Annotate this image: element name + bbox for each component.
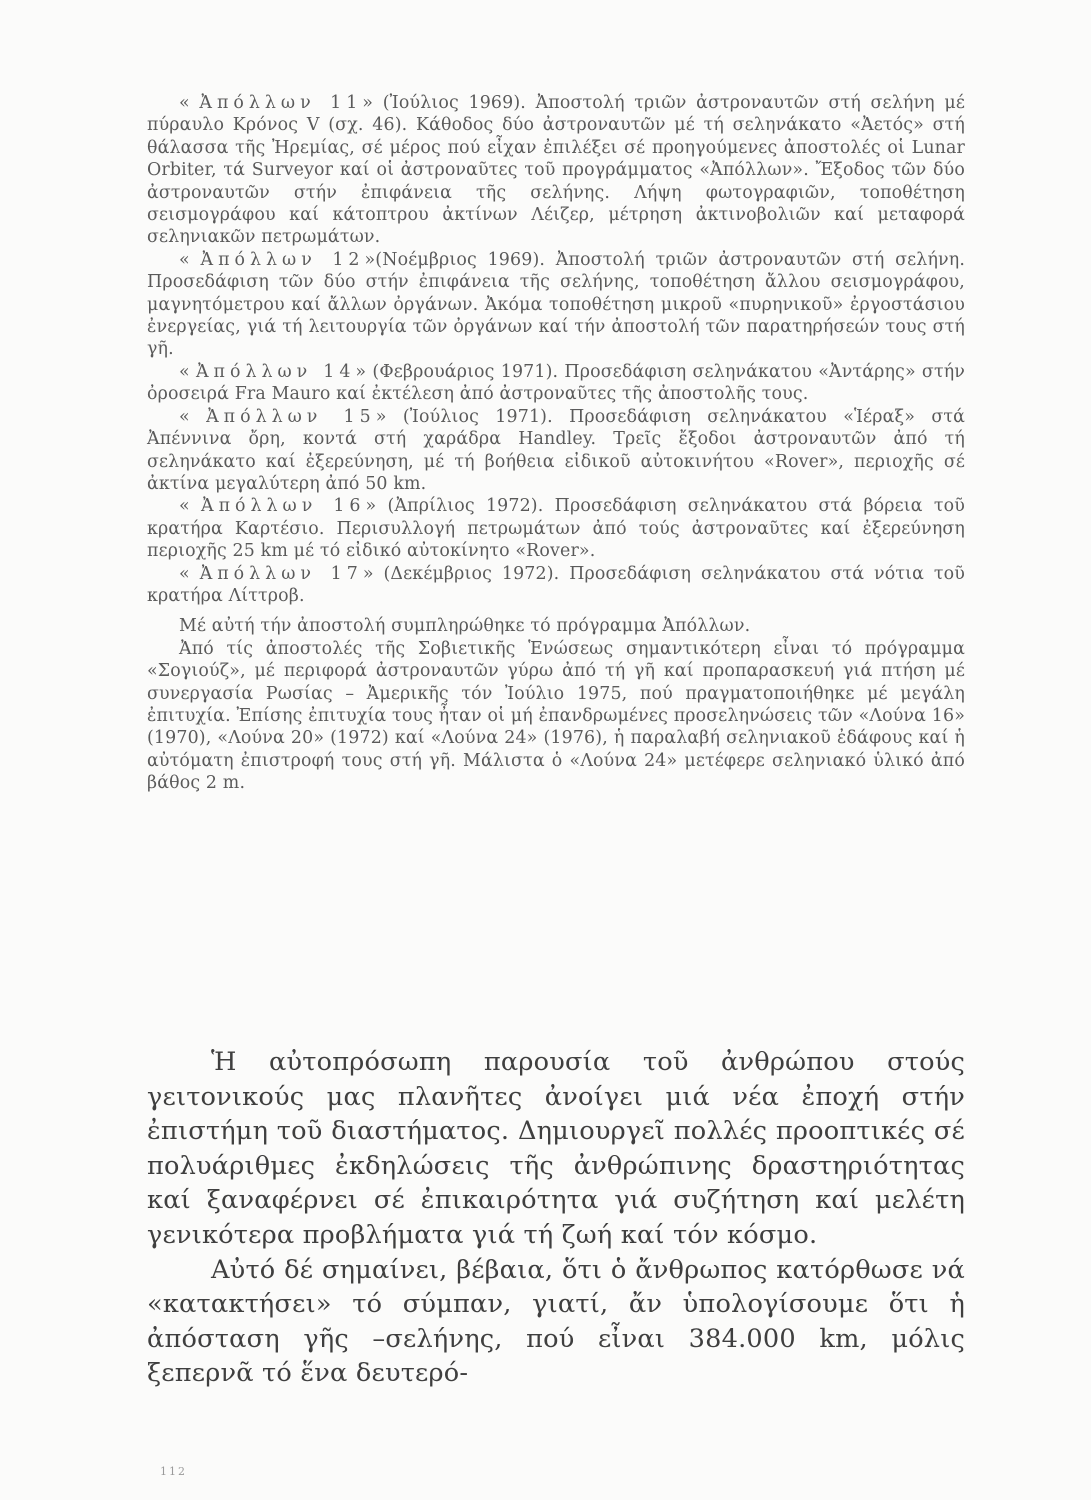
- quote-open: «: [179, 496, 202, 517]
- quote-close: »: [364, 249, 376, 270]
- mission-description: (Φεβρουάριος 1971). Προσεδάφιση σεληνάκατου «Ἀντάρης» στήν ὀροσειρά Fra Mauro καί ἐκτέλεση ἀπό ἀστροναῦτες τῆς ἀποστολῆς τους.: [147, 361, 965, 405]
- continuation-paragraph: Αὐτό δέ σημαίνει, βέβαια, ὅτι ὁ ἄνθρωπος κατόρθωσε νά «κατακτήσει» τό σύμπαν, γιατί, ἄν ὑπολογίσουμε ὅτι ἡ ἀπόσταση γῆς –σελήνης, πού εἶναι 384.000 km, μόλις ξεπερνᾶ τό ἕνα δευτερό-: [147, 1254, 965, 1389]
- conclusion-paragraph: Ἡ αὐτοπρόσωπη παρουσία τοῦ ἀνθρώπου στούς γειτονικούς μας πλανῆτες ἀνοίγει μιά νέα ἐποχή στήν ἐπιστήμη τοῦ διαστήματος. Δημιουργεῖ πολλές προοπτικές σέ πολυάριθμες ἐκδηλώσεις τῆς ἀνθρώπινης δραστηριότητας καί ξαναφέρνει σέ ἐπικαιρότητα γιά συζήτηση καί μελέτη γενικότερα προβλήματα γιά τή ζωή καί τόν κόσμο.: [147, 1047, 965, 1250]
- conclusion-section: [147, 1045, 965, 1391]
- mission-name: Ἀπόλλων 11: [199, 93, 363, 113]
- mission-name: Ἀπόλλων 12: [200, 249, 365, 270]
- quote-open: «: [179, 249, 201, 270]
- mission-description: (Δεκέμβριος 1972). Προσεδάφιση σεληνάκατου στά νότια τοῦ κρατήρα Λίττροβ.: [147, 563, 966, 606]
- mission-description: (Ἰούλιος 1969). Ἀποστολή τριῶν ἀστροναυτῶν στή σελήνη μέ πύραυλο Κρόνος V (σχ. 46). Κάθοδος δύο ἀστροναυτῶν μέ τή σεληνάκατο «Ἀετός» στή θάλασσα τῆς Ἠρεμίας, σέ μέρος πού εἶχαν ἐπιλέξει σέ προηγούμενες ἀποστολές οἱ Lunar Orbiter, τά Surveyor καί οἱ ἀστροναῦτες τοῦ προγράμματος «Ἀπόλλων». Ἔξοδος τῶν δύο ἀστροναυτῶν στήν ἐπιφάνεια τῆς σελήνης. Λήψη φωτογραφιῶν, τοποθέτηση σεισμογράφου καί κάτοπτρου ἀκτίνων Λέιζερ, μέτρηση ἀκτινοβολιῶν καί μεταφορά σεληνιακῶν πετρωμάτων.: [147, 93, 965, 248]
- completion-paragraph: Μέ αὐτή τήν ἀποστολή συμπληρώθηκε τό πρόγραμμα Ἀπόλλων.: [179, 616, 751, 637]
- mission-name: Ἀπόλλων 14: [195, 361, 356, 382]
- apollo-entry: [147, 406, 965, 496]
- apollo-entry: [147, 92, 965, 249]
- mission-name: Ἀπόλλων 16: [201, 496, 366, 517]
- soviet-missions-paragraph: Ἀπό τίς ἀποστολές τῆς Σοβιετικῆς Ἑνώσεως σημαντικότερη εἶναι τό πρόγραμμα «Σογιούζ», μέ περιφορά ἀστροναυτῶν γύρω ἀπό τή γῆ καί προπαρασκευή γιά πτήση μέ συνεργασία Ρωσίας – Ἀμερικῆς τόν Ἰούλιο 1975, πού πραγματοποιήθηκε μέ μεγάλη ἐπιτυχία. Ἐπίσης ἐπιτυχία τους ἦταν οἱ μή ἐπανδρωμένες προσεληνώσεις τῶν «Λούνα 16» (1970), «Λούνα 20» (1972) καί «Λούνα 24» (1976), ἡ παραλαβή σεληνιακοῦ ἐδάφους καί ἡ αὐτόματη ἐπιστροφή τους στή γῆ. Μάλιστα ὁ «Λούνα 24» μετέφερε σεληνιακό ὑλικό ἀπό βάθος 2 m.: [147, 638, 965, 794]
- apollo-entry: [147, 495, 965, 562]
- apollo-entry: [147, 249, 965, 361]
- quote-close: »: [362, 93, 374, 113]
- mission-name: Ἀπόλλων 15: [206, 406, 376, 427]
- apollo-entry: [147, 563, 965, 608]
- apollo-missions-section: [147, 92, 965, 795]
- page-number: 112: [160, 1465, 187, 1478]
- mission-description: (Ἰούλιος 1971). Προσεδάφιση σεληνάκατου «Ἱέραξ» στά Ἀπέννινα ὄρη, κοντά στή χαράδρα Handley. Τρεῖς ἔξοδοι ἀστροναυτῶν ἀπό τή σεληνάκατο καί ἐξερεύνηση, μέ τή βοήθεια εἰδικοῦ αὐτοκινήτου «Rover», περιοχῆς σέ ἀκτίνα μεγαλύτερη ἀπό 50 km.: [147, 406, 966, 494]
- quote-open: «: [179, 406, 207, 427]
- quote-close: »: [375, 406, 387, 427]
- quote-close: »: [365, 496, 377, 517]
- quote-open: «: [179, 361, 196, 382]
- mission-name: Ἀπόλλων 17: [199, 563, 363, 584]
- mission-description: (Νοέμβριος 1969). Ἀποστολή τριῶν ἀστροναυτῶν στή σελήνη. Προσεδάφιση τῶν δύο στήν ἐπιφάνεια τῆς σελήνης, τοποθέτηση ἄλλου σεισμογράφου, μαγνητόμετρου καί ἄλλων ὀργάνων. Ἀκόμα τοποθέτηση μικροῦ «πυρηνικοῦ» ἐργοστάσιου ἐνεργείας, γιά τή λειτουργία τῶν ὀργάνων καί τήν ἀποστολή τῶν παρατηρήσεών τους στή γῆ.: [147, 249, 965, 360]
- quote-close: »: [362, 563, 374, 584]
- quote-open: «: [179, 563, 200, 584]
- quote-open: «: [179, 93, 200, 113]
- apollo-entry: [147, 361, 965, 406]
- mission-description: (Ἀπρίλιος 1972). Προσεδάφιση σεληνάκατου στά βόρεια τοῦ κρατήρα Καρτέσιο. Περισυλλογή πετρωμάτων ἀπό τούς ἀστροναῦτες καί ἐξερεύνηση περιοχῆς 25 km μέ τό εἰδικό αὐτοκίνητο «Rover».: [147, 496, 966, 562]
- quote-close: »: [355, 361, 367, 382]
